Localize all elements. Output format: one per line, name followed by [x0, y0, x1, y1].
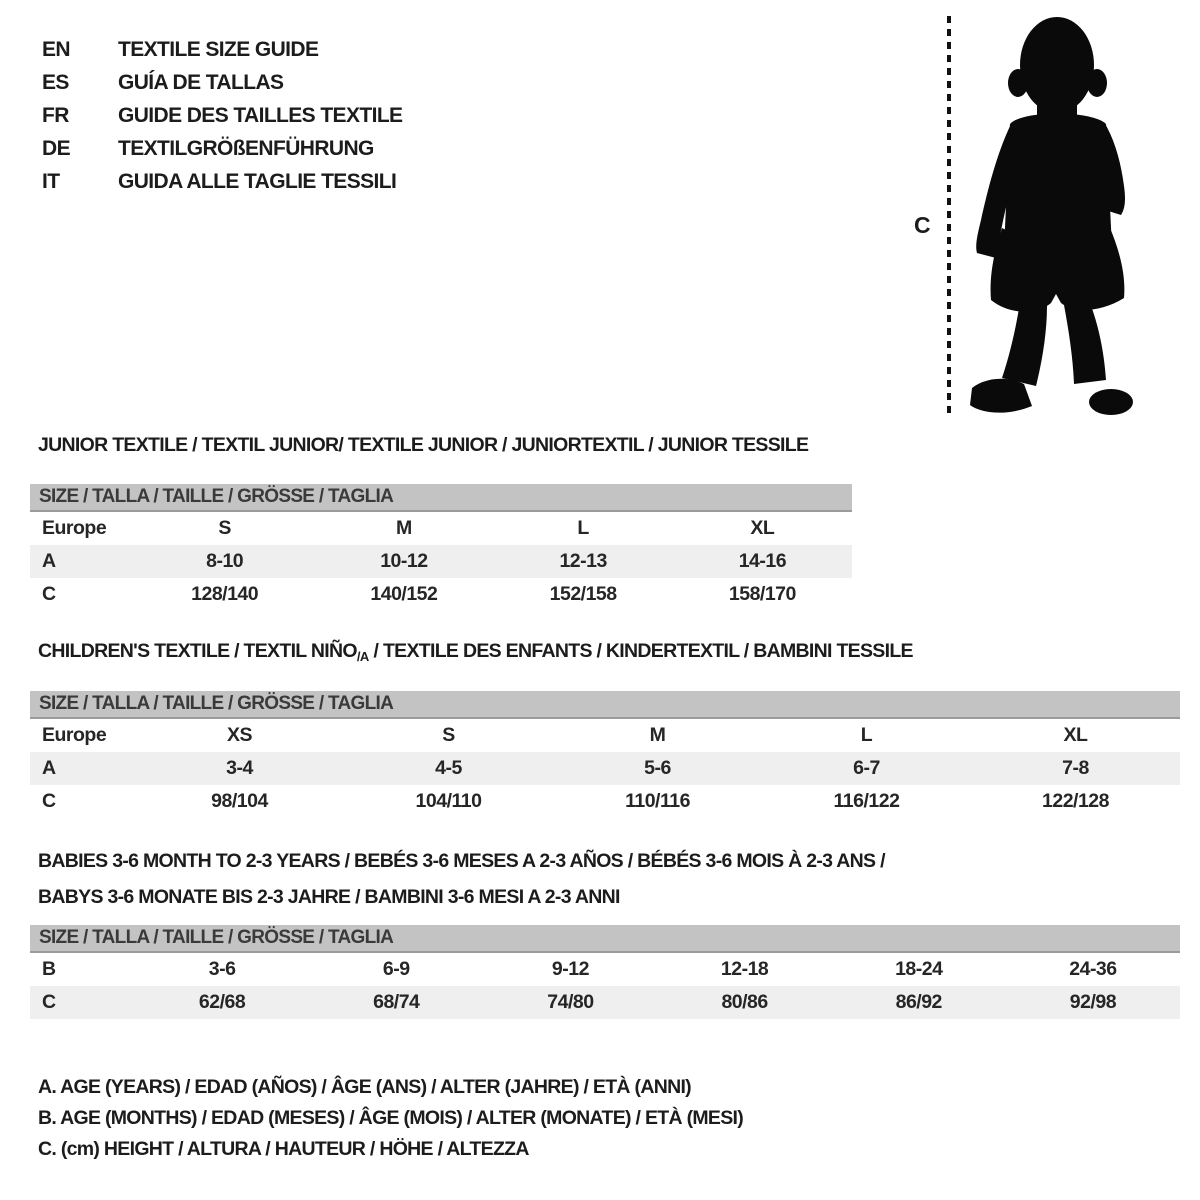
table-row-europe	[30, 719, 1180, 752]
size-cell: S	[442, 724, 455, 746]
babies-title-line1: BABIES 3-6 MONTH TO 2-3 YEARS / BEBÉS 3-6 MESES A 2-3 AÑOS / BÉBÉS 3-6 MOIS À 2-3 ANS /	[38, 850, 885, 872]
language-code: FR	[42, 104, 69, 127]
language-row-en	[42, 33, 402, 66]
row-label: A	[42, 757, 56, 779]
months-cell: 3-6	[208, 958, 236, 980]
months-cell: 9-12	[551, 958, 589, 980]
size-cell: M	[649, 724, 666, 746]
babies-size-table	[30, 925, 1180, 1019]
height-cell: 98/104	[211, 790, 268, 812]
height-measure-label: C	[914, 212, 931, 238]
row-label: Europe	[42, 517, 107, 539]
height-cell: 68/74	[373, 991, 420, 1013]
age-cell: 7-8	[1062, 757, 1089, 779]
size-cell: L	[860, 724, 873, 746]
size-cell: S	[218, 517, 231, 539]
row-label: B	[42, 958, 56, 980]
height-cell: 86/92	[895, 991, 942, 1013]
age-cell: 4-5	[435, 757, 462, 779]
legend-item-c: C. (cm) HEIGHT / ALTURA / HAUTEUR / HÖHE / ALTEZZA	[38, 1138, 529, 1160]
size-cell: XL	[750, 517, 775, 539]
age-cell: 10-12	[380, 550, 428, 572]
table-row-age	[30, 752, 1180, 785]
size-cell: XS	[226, 724, 252, 746]
months-cell: 18-24	[895, 958, 943, 980]
language-title-block	[42, 33, 402, 198]
height-cell: 116/122	[833, 790, 900, 812]
height-measure-line	[947, 16, 951, 416]
junior-size-table	[30, 484, 852, 611]
table-row-age	[30, 545, 852, 578]
height-cell: 122/128	[1042, 790, 1109, 812]
children-size-table	[30, 691, 1180, 818]
children-title-post: / TEXTILE DES ENFANTS / KINDERTEXTIL / BAMBINI TESSILE	[368, 640, 913, 662]
language-title: GUIDE DES TAILLES TEXTILE	[118, 104, 403, 127]
months-cell: 24-36	[1069, 958, 1117, 980]
children-title-sub: /A	[356, 649, 369, 664]
months-cell: 12-18	[720, 958, 769, 980]
toddler-silhouette-icon	[960, 8, 1136, 420]
language-title: GUÍA DE TALLAS	[118, 71, 284, 94]
language-row-it	[42, 165, 402, 198]
babies-title-line2: BABYS 3-6 MONATE BIS 2-3 JAHRE / BAMBINI 3-6 MESI A 2-3 ANNI	[38, 886, 620, 908]
legend	[38, 1072, 743, 1165]
height-cell: 80/86	[721, 991, 768, 1013]
babies-section-title	[38, 843, 885, 915]
language-title: TEXTILGRÖßENFÜHRUNG	[118, 137, 374, 160]
months-cell: 6-9	[382, 958, 410, 980]
table-row-height	[30, 785, 1180, 818]
height-cell: 74/80	[547, 991, 594, 1013]
children-section-title	[38, 640, 913, 664]
height-cell: 92/98	[1069, 991, 1117, 1013]
row-label: C	[42, 790, 56, 812]
table-row-height	[30, 986, 1180, 1019]
legend-item-b: B. AGE (MONTHS) / EDAD (MESES) / ÂGE (MOIS) / ALTER (MONATE) / ETÀ (MESI)	[38, 1107, 744, 1129]
age-cell: 14-16	[738, 550, 787, 572]
height-cell: 140/152	[370, 583, 438, 605]
age-cell: 12-13	[559, 550, 607, 572]
size-header: SIZE / TALLA / TAILLE / GRÖSSE / TAGLIA	[30, 925, 1180, 953]
language-code: DE	[42, 137, 70, 160]
row-label: A	[42, 550, 56, 572]
height-cell: 152/158	[549, 583, 617, 605]
height-cell: 62/68	[198, 991, 246, 1013]
language-code: ES	[42, 71, 69, 94]
children-title-pre: CHILDREN'S TEXTILE / TEXTIL NIÑO	[38, 640, 357, 662]
row-label: C	[42, 991, 56, 1013]
row-label: Europe	[42, 724, 107, 746]
language-code: IT	[42, 170, 60, 193]
table-row-europe	[30, 512, 852, 545]
height-cell: 104/110	[415, 790, 482, 812]
table-row-months	[30, 953, 1180, 986]
size-header: SIZE / TALLA / TAILLE / GRÖSSE / TAGLIA	[30, 484, 852, 512]
language-row-fr	[42, 99, 402, 132]
language-row-es	[42, 66, 402, 99]
legend-item-a: A. AGE (YEARS) / EDAD (AÑOS) / ÂGE (ANS) / ALTER (JAHRE) / ETÀ (ANNI)	[38, 1076, 691, 1098]
table-row-height	[30, 578, 852, 611]
row-label: C	[42, 583, 56, 605]
age-cell: 6-7	[853, 757, 880, 779]
height-cell: 128/140	[191, 583, 259, 605]
junior-section-title: JUNIOR TEXTILE / TEXTIL JUNIOR/ TEXTILE JUNIOR / JUNIORTEXTIL / JUNIOR TESSILE	[38, 434, 809, 456]
language-title: TEXTILE SIZE GUIDE	[118, 38, 319, 61]
age-cell: 8-10	[206, 550, 244, 572]
height-cell: 158/170	[728, 583, 796, 605]
size-cell: L	[577, 517, 589, 539]
height-cell: 110/116	[625, 790, 690, 812]
language-code: EN	[42, 38, 70, 61]
age-cell: 5-6	[644, 757, 671, 779]
size-cell: XL	[1063, 724, 1088, 746]
size-header: SIZE / TALLA / TAILLE / GRÖSSE / TAGLIA	[30, 691, 1180, 719]
size-cell: M	[396, 517, 412, 539]
age-cell: 3-4	[226, 757, 253, 779]
language-title: GUIDA ALLE TAGLIE TESSILI	[118, 170, 397, 193]
language-row-de	[42, 132, 402, 165]
